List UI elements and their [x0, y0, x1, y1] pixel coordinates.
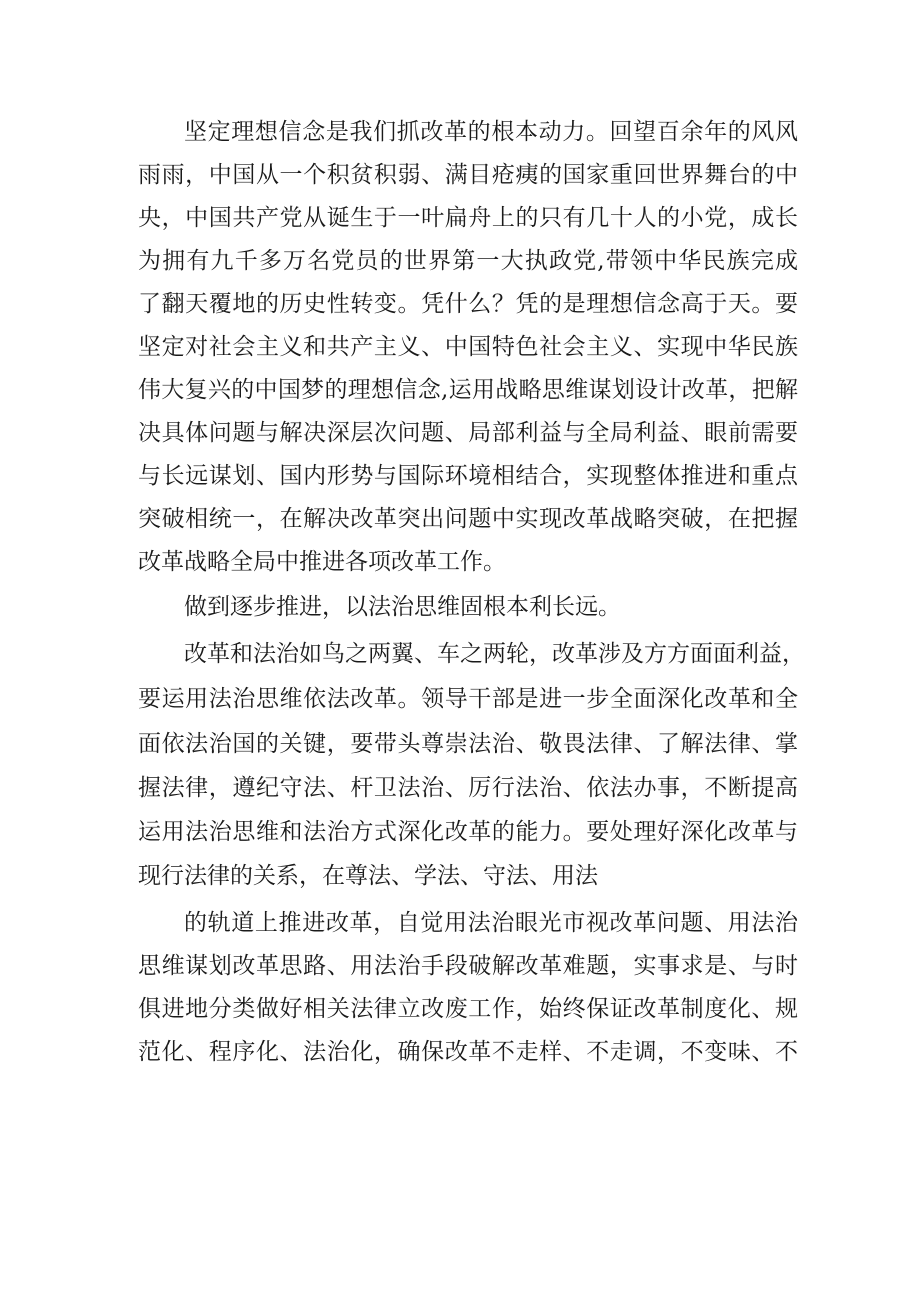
text-line: 了翻天覆地的历史性转变。凭什么？凭的是理想信念高于天。要	[138, 291, 798, 317]
text-line: 思维谋划改革思路、用法治手段破解改革难题，实事求是、与时	[138, 953, 798, 979]
text-line: 伟大复兴的中国梦的理想信念,运用战略思维谋划设计改革，把解	[138, 377, 798, 403]
text-line: 俱进地分类做好相关法律立改废工作，始终保证改革制度化、规	[138, 996, 798, 1022]
text-line: 决具体问题与解决深层次问题、局部利益与全局利益、眼前需要	[138, 420, 798, 446]
text-line: 坚定理想信念是我们抓改革的根本动力。回望百余年的风风	[184, 119, 798, 145]
text-line: 现行法律的关系，在尊法、学法、守法、用法	[138, 863, 598, 889]
text-line: 与长远谋划、国内形势与国际环境相结合，实现整体推进和重点	[138, 463, 798, 489]
text-line: 范化、程序化、法治化，确保改革不走样、不走调，不变味、不	[138, 1039, 798, 1065]
text-line: 央，中国共产党从诞生于一叶扁舟上的只有几十人的小党，成长	[138, 205, 798, 231]
text-line: 面依法治国的关键，要带头尊崇法治、敬畏法律、了解法律、掌	[138, 731, 798, 757]
text-line: 为拥有九千多万名党员的世界第一大执政党,带领中华民族完成	[138, 248, 798, 274]
text-line: 突破相统一，在解决改革突出问题中实现改革战略突破，在把握	[138, 506, 798, 532]
text-line: 坚定对社会主义和共产主义、中国特色社会主义、实现中华民族	[138, 334, 798, 360]
text-line: 运用法治思维和法治方式深化改革的能力。要处理好深化改革与	[138, 819, 798, 845]
section-heading: 做到逐步推进，以法治思维固根本利长远。	[184, 594, 621, 620]
text-line: 改革和法治如鸟之两翼、车之两轮，改革涉及方方面面利益，	[184, 641, 805, 667]
text-line: 雨雨，中国从一个积贫积弱、满目疮痍的国家重回世界舞台的中	[138, 162, 798, 188]
text-line: 改革战略全局中推进各项改革工作。	[138, 549, 506, 575]
text-line: 的轨道上推进改革，自觉用法治眼光市视改革问题、用法治	[184, 910, 798, 936]
text-line: 握法律，遵纪守法、杆卫法治、厉行法治、依法办事，不断提高	[138, 775, 798, 801]
text-line: 要运用法治思维依法改革。领导干部是进一步全面深化改革和全	[138, 686, 798, 712]
